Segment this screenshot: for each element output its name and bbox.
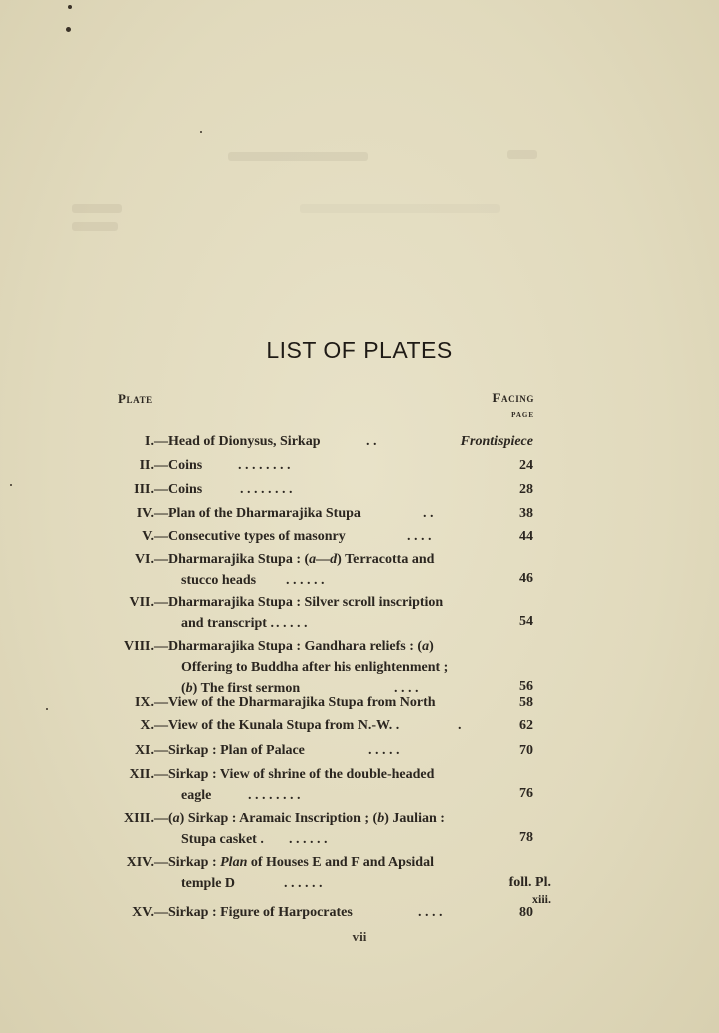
plate-description-line: Plan of the Dharmarajika Stupa xyxy=(168,506,361,521)
plate-number: XIV.— xyxy=(126,855,168,870)
dot-leader: . . . . . . xyxy=(284,876,323,891)
dot-leader: . . . . xyxy=(418,905,443,920)
plate-description-line: Sirkap : Figure of Harpocrates xyxy=(168,905,353,920)
plate-number: XI.— xyxy=(134,743,168,758)
plate-description-line: Dharmarajika Stupa : Silver scroll inscription xyxy=(168,595,444,610)
plate-description-line: Sirkap : Plan of Houses E and F and Apsidal xyxy=(168,855,434,870)
dot-leader: . . . . xyxy=(394,681,419,696)
dot-leader: . . . . . . . . xyxy=(240,482,293,497)
plate-description-line: and transcript . xyxy=(181,616,274,631)
dot-leader: . . . . . . xyxy=(286,573,325,588)
facing-page-number: 62 xyxy=(519,718,533,733)
plate-number: XV.— xyxy=(132,905,168,920)
plate-number: V.— xyxy=(142,529,168,544)
facing-page-number: 54 xyxy=(519,614,533,629)
dot-leader: . . . . . xyxy=(276,616,308,631)
plate-description-line: View of the Dharmarajika Stupa from North xyxy=(168,695,436,710)
page-title: LIST OF PLATES xyxy=(266,337,453,363)
plate-description-line: eagle xyxy=(181,788,212,803)
column-header-facing: Facing xyxy=(492,390,534,405)
facing-page-number: 28 xyxy=(519,482,533,497)
facing-page-number: 38 xyxy=(519,506,533,521)
dot-leader: . . . . xyxy=(407,529,432,544)
facing-page-number: 78 xyxy=(519,830,533,845)
plate-number: VI.— xyxy=(134,552,168,567)
facing-page-number: 44 xyxy=(519,529,533,544)
plate-description-line: Offering to Buddha after his enlightenment ; xyxy=(181,660,449,675)
plate-description-line: (b) The first sermon xyxy=(181,681,301,696)
plate-description-line: Coins xyxy=(168,458,203,473)
page-number: vii xyxy=(352,929,367,944)
plate-number: XII.— xyxy=(129,767,168,782)
facing-page-number: 58 xyxy=(519,695,533,710)
plate-number: VII.— xyxy=(129,595,168,610)
dot-leader: . . . . . . . . xyxy=(248,788,301,803)
dot-leader: . . . . . . xyxy=(289,832,328,847)
plate-description-line: Stupa casket . xyxy=(181,832,264,847)
plate-number: IX.— xyxy=(134,695,168,710)
facing-page-number: 46 xyxy=(519,571,533,586)
dot-leader: . . xyxy=(423,506,434,521)
column-header-page: page xyxy=(511,409,534,420)
facing-page-number: 24 xyxy=(519,458,533,473)
dot-leader: . xyxy=(458,718,462,733)
facing-page-reference-line: xiii. xyxy=(531,892,551,906)
plate-number: XIII.— xyxy=(124,811,168,826)
plate-description-line: temple D xyxy=(181,876,236,891)
plate-description-line: Consecutive types of masonry xyxy=(168,529,346,544)
plate-number: VIII.— xyxy=(124,639,168,654)
plate-description-line: Dharmarajika Stupa : Gandhara reliefs : (a) xyxy=(168,639,434,654)
plate-description-line: View of the Kunala Stupa from N.-W. . xyxy=(168,718,400,733)
facing-page-reference xyxy=(509,874,551,908)
facing-page-number: Frontispiece xyxy=(460,434,533,449)
facing-page-number: 70 xyxy=(519,743,533,758)
facing-page-number: 76 xyxy=(519,786,533,801)
plate-description-line: Coins xyxy=(168,482,203,497)
plate-description-line: stucco heads xyxy=(181,573,257,588)
plate-number: II.— xyxy=(139,458,168,473)
column-header-plate: Plate xyxy=(118,391,153,406)
dot-leader: . . . . . xyxy=(368,743,400,758)
dot-leader: . . . . . . . . xyxy=(238,458,291,473)
dot-leader: . . xyxy=(366,434,377,449)
plate-number: I.— xyxy=(145,434,168,449)
facing-page-number: 56 xyxy=(519,679,533,694)
plate-description-line: Head of Dionysus, Sirkap xyxy=(168,434,321,449)
plate-number: X.— xyxy=(140,718,168,733)
plate-description-line: Dharmarajika Stupa : (a—d) Terracotta and xyxy=(168,552,435,567)
facing-page-number: 80 xyxy=(519,905,533,920)
plate-description-line: (a) Sirkap : Aramaic Inscription ; (b) Jaulian : xyxy=(168,811,445,826)
plate-description-line: Sirkap : View of shrine of the double-headed xyxy=(168,767,435,782)
plate-number: III.— xyxy=(134,482,168,497)
plate-description-line: Sirkap : Plan of Palace xyxy=(168,743,305,758)
facing-page-reference-line: foll. Pl. xyxy=(508,875,551,890)
plate-number: IV.— xyxy=(136,506,168,521)
